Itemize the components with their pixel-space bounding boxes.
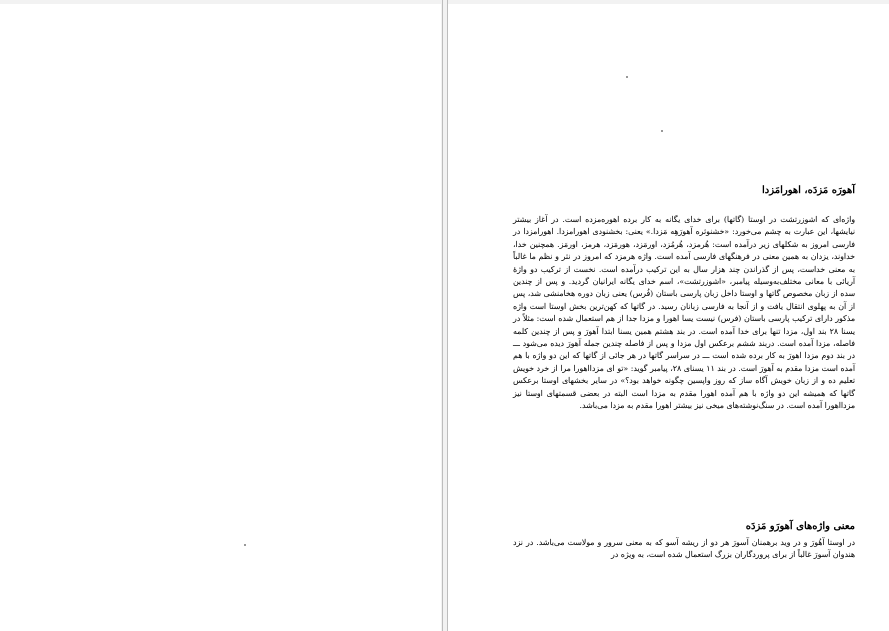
left-page — [0, 4, 441, 631]
right-page — [448, 4, 889, 631]
scan-speck — [626, 76, 628, 78]
section-heading-ahura-mazda: آهورَه مَزدَه، اهورامَزدا — [762, 185, 855, 196]
section-heading-word-meanings: معنی واژه‌های آهورَو مَزدَه — [745, 521, 855, 532]
body-paragraph-2: در اوستا آهُورَ و در وید برهمنان آسورَ هر دو از ریشه آسو که به معنی سرور و مولاست می‌باشد. در نزد هندوان آسورَ غالباً از برای پروردگاران بزرگ استعمال شده است، به ویژه در — [513, 538, 855, 560]
body-paragraph-1: واژه‌ای که اشوزرتشت در اوستا (گاتها) برای خدای یگانه به کار برده اهوره‌مزده است. در آغاز بیشتر نیایشها، این عبارت به چشم می‌خورد: «خشنوثره آهورَهِه مَزدا.» یعنی: بخشنودی اهورامزدا. اهورامزدا در فارسی امروز به شکلهای زیر درآمده است: هُرمزد، هُرمُزد، اورمَزد، هورمَزد، هرمز، اورمَز. همچنین خدا، خداوند، یزدان به همین معنی در فرهنگهای فارسی آمده است. واژه هرمزد که امروز در نثر و نظم ما غالباً به معنی خداست، پس از گذراندن چند هزار سال به این ترکیب درآمده است. نخست از ترکیب دو واژهٔ آریائی با معانی مختلف‌به‌وسیله پیامبر، «اشوزرتشت»، اسم خدای یگانه ایرانیان گردید. و پس از چندین سده از زبان مخصوص گاتها و اوستا داخل زبان پارسی باستان (فُرس) یعنی زبان دوره هخامنشی شد، پس از آن به پهلوی انتقال یافت و از آنجا به فارسی زبانان رسید. در گاتها که کهن‌ترین بخش اوستا است واژه مذکور دارای ترکیب پارسی باستان (فرس) نیست یسا اهورا و مزدا جدا از هم استعمال شده است: مثلاً در یسنا ۲۸ بند اول، مزدا تنها برای خدا آمده است. در بند هشتم همین یسنا ابتدا آهورَ و پس از چندین کلمه فاصله، مزدا آمده است. دربند ششم برعکس اول مزدا و پس از فاصله چندین جمله آهورَ دیده می‌شود ـــ در بند دوم مزدا اهورَ به کار برده شده است ـــ در سراسر گاتها در هر جائی از گاتها که این دو واژه با هم آمده است مزدا مقدم به آهورَ است. در بند ۱۱ یسنای ۲۸، پیامبر گوید: «تو ای مزدااهورا مرا از خرد خویش تعلیم ده و از زبان خویش آگاه ساز که روز واپسین چگونه خواهد بود؟» در سایر بخشهای اوستا برعکس گاتها که همیشه این دو واژه با هم آمده اهورا مقدم به مزدا است البته در بعضی قسمتهای اوستا نیز مزدااهورا آمده است. در سنگ‌نوشته‌های میخی نیز بیشتر اهورا مقدم به مزدا می‌باشد. — [513, 215, 855, 411]
scan-speck — [244, 544, 246, 546]
scan-speck — [661, 130, 663, 132]
page-gutter-left — [442, 0, 443, 631]
